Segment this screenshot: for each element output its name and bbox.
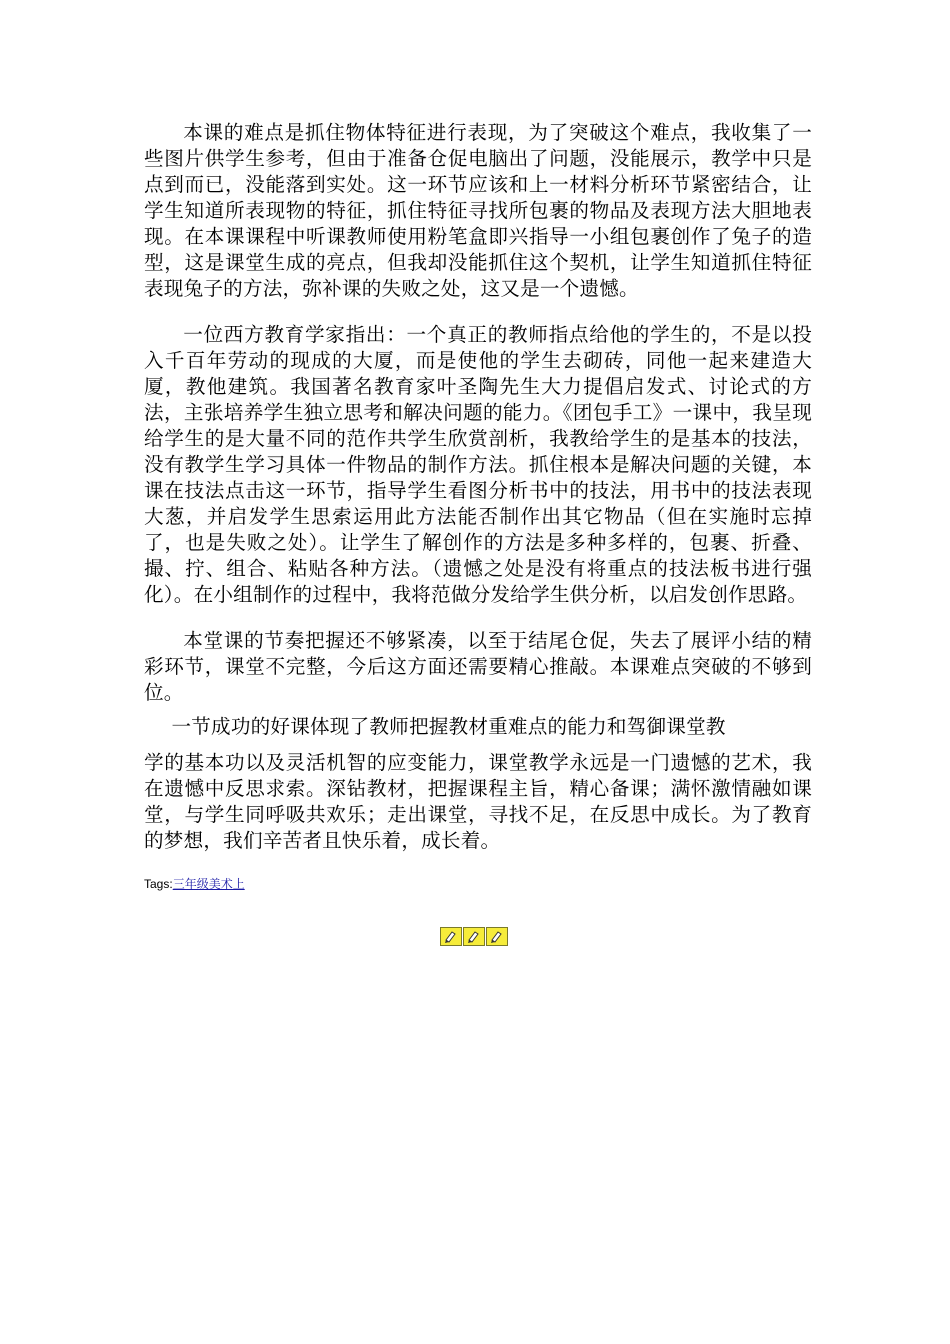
paragraph-rhythm: 本堂课的节奏把握还不够紧凑，以至于结尾仓促，失去了展评小结的精彩环节，课堂不完整，今后这方面还需要精心推敲。本课难点突破的不够到位。 [144,629,812,704]
tags-prefix: Tags: [144,877,173,891]
tag-link[interactable]: 三年级美术上 [172,877,245,891]
paragraph-conclusion-end: 学的基本功以及灵活机智的应变能力，课堂教学永远是一门遗憾的艺术，我在遗憾中反思求索。深钻教材，把握课程主旨，精心备课；满怀激情融如课堂，与学生同呼吸共欢乐；走出课堂，寻找不足，在反思中成长。为了教育的梦想，我们辛苦者且快乐着，成长着。 [144,751,812,852]
rating-icons [440,927,508,946]
paragraph-difficulty: 本课的难点是抓住物体特征进行表现，为了突破这个难点，我收集了一些图片供学生参考，但由于准备仓促电脑出了问题，没能展示，教学中只是点到而已，没能落到实处。这一环节应该和上一材料分析环节紧密结合，让学生知道所表现物的特征，抓住特征寻找所包裹的物品及表现方法大胆地表现。在本课课程中听课教师使用粉笔盒即兴指导一小组包裹创作了兔子的造型，这是课堂生成的亮点，但我却没能抓住这个契机，让学生知道抓住特征表现兔子的方法，弥补课的失败之处，这又是一个遗憾。 [144,121,812,300]
paragraph-teaching-method: 一位西方教育学家指出：一个真正的教师指点给他的学生的，不是以投入千百年劳动的现成的大厦，而是使他的学生去砌砖，同他一起来建造大厦，教他建筑。我国著名教育家叶圣陶先生大力提倡启发式、讨论式的方法，主张培养学生独立思考和解决问题的能力。《团包手工》一课中，我呈现给学生的是大量不同的范作共学生欣赏剖析，我教给学生的是基本的技法，没有教学生学习具体一件物品的制作方法。抓住根本是解决问题的关键，本课在技法点击这一环节，指导学生看图分析书中的技法，用书中的技法表现大葱，并启发学生思索运用此方法能否制作出其它物品（但在实施时忘掉了，也是失败之处）。让学生了解创作的方法是多种多样的，包裹、折叠、撮、拧、组合、粘贴各种方法。（遗憾之处是没有将重点的技法板书进行强化）。在小组制作的过程中，我将范做分发给学生供分析，以启发创作思路。 [144,323,812,606]
pencil-icon[interactable] [486,927,508,946]
article-body [144,120,812,892]
tags-line [144,876,812,892]
pencil-icon[interactable] [463,927,485,946]
paragraph-conclusion-start: 一节成功的好课体现了教师把握教材重难点的能力和驾御课堂教 [171,715,726,738]
pencil-icon[interactable] [440,927,462,946]
